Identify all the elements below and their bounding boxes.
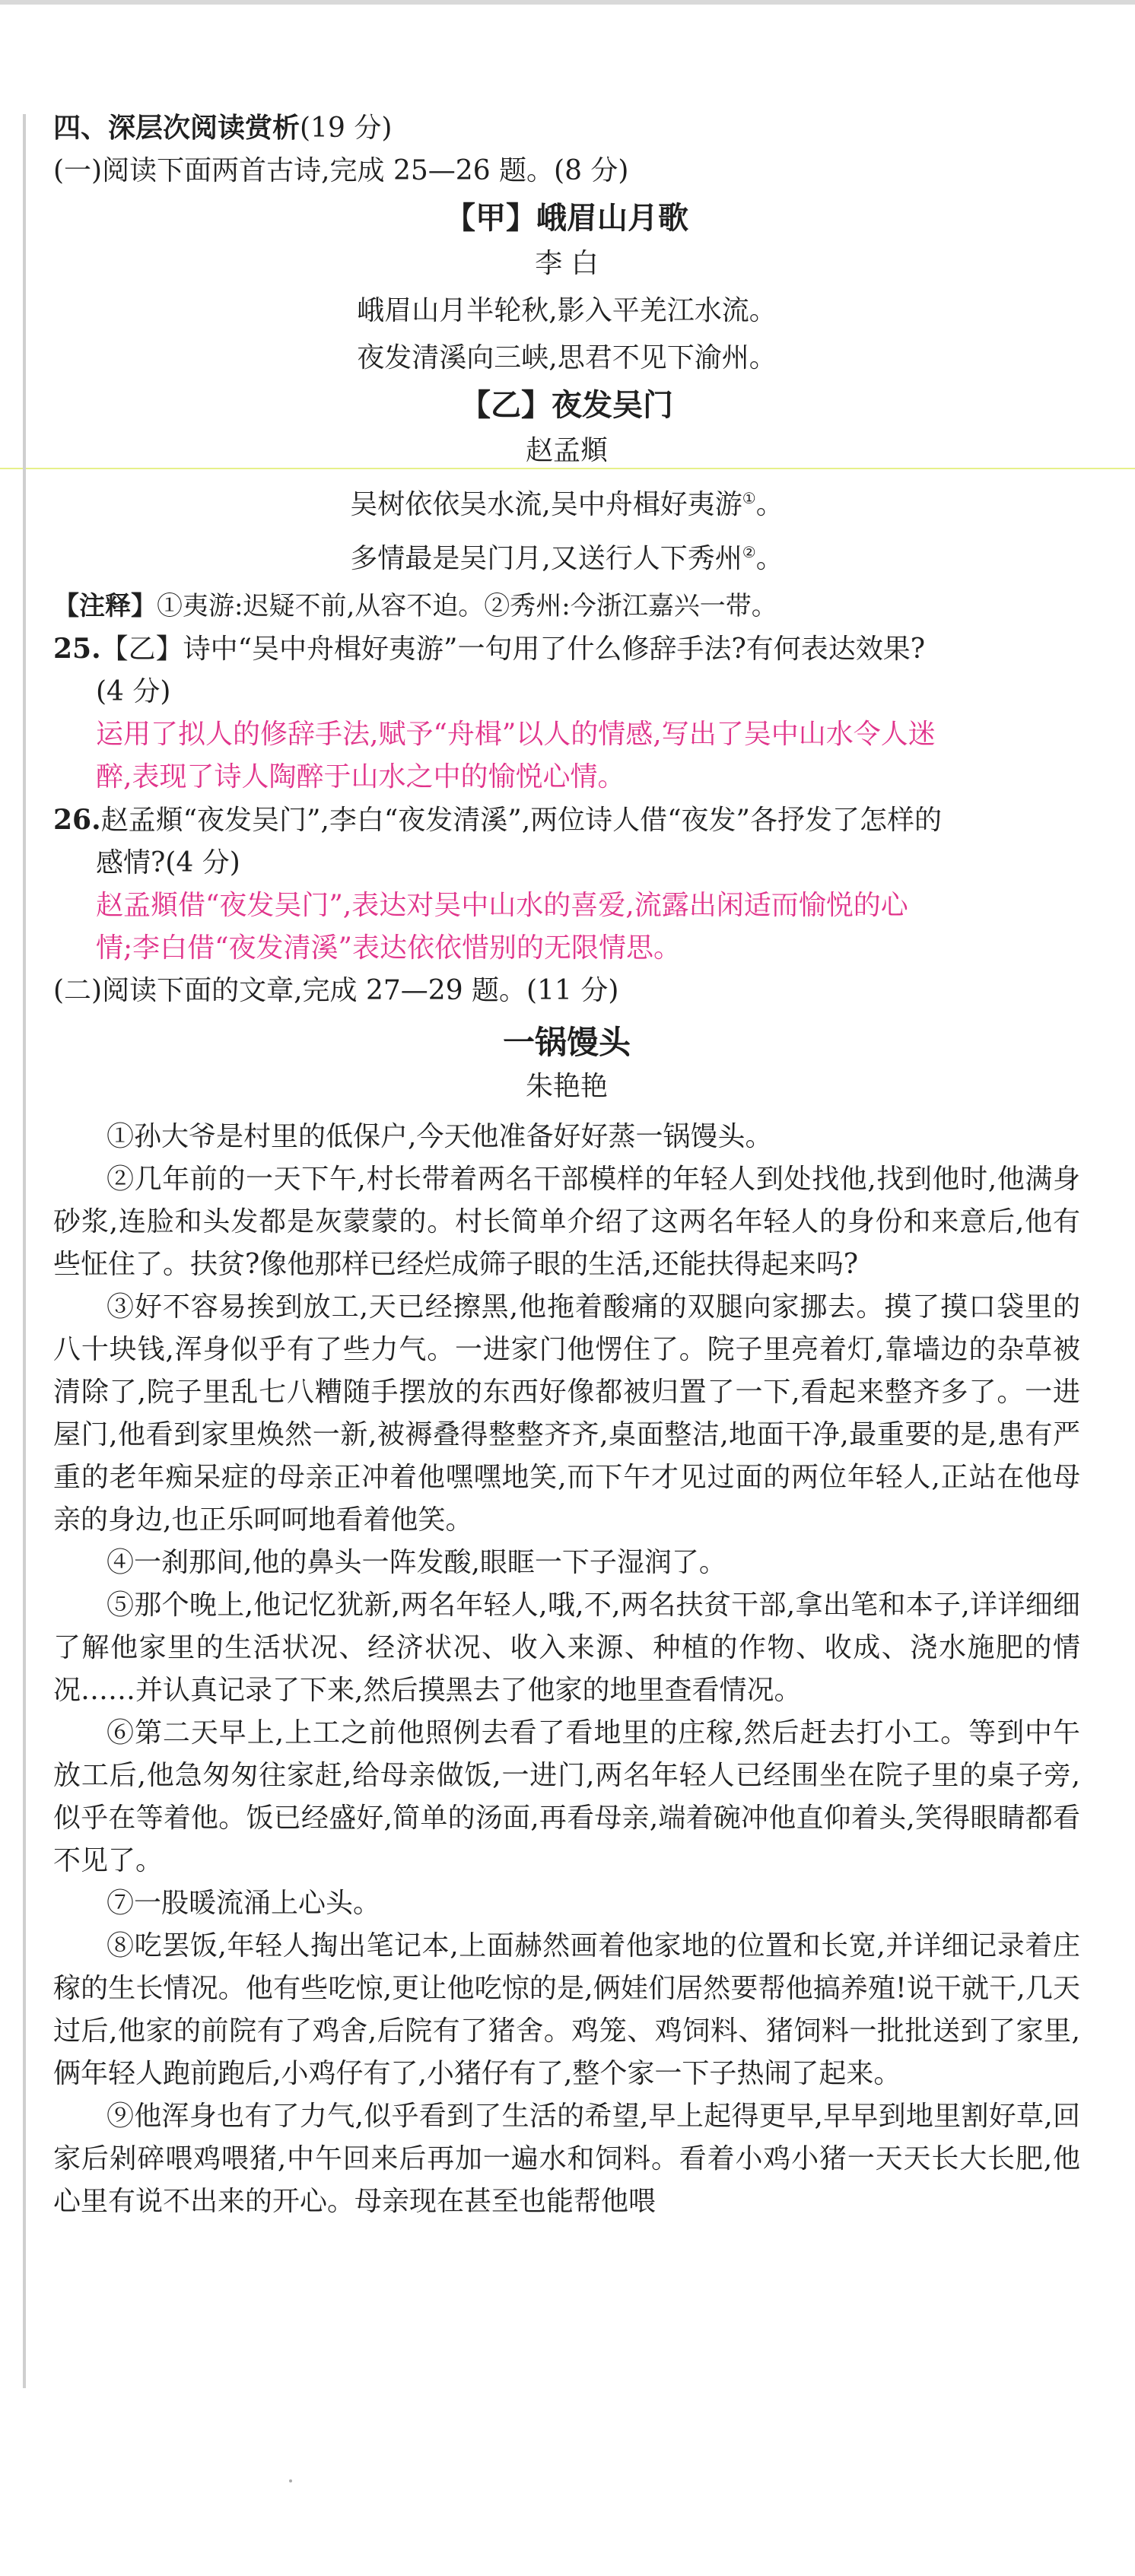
poem-a-line-2: 夜发清溪向三峡,思君不见下渝州。 <box>357 342 777 373</box>
poem-b-line-2 <box>53 531 1080 580</box>
notes-text: ①夷游:迟疑不前,从容不迫。②秀州:今浙江嘉兴一带。 <box>157 591 777 621</box>
part2-intro: (二)阅读下面的文章,完成 27—29 题。(11 分) <box>53 975 619 1006</box>
essay-paragraph: ③好不容易挨到放工,天已经擦黑,他拖着酸痛的双腿向家挪去。摸了摸口袋里的八十块钱,浑身似乎有了些力气。一进家门他愣住了。院子里亮着灯,靠墙边的杂草被清除了,院子里乱七八糟随手摆放的东西好像都被归置了一下,看起来整齐多了。一进屋门,他看到家里焕然一新,被褥叠得整整齐齐,桌面整洁,地面干净,最重要的是,患有严重的老年痴呆症的母亲正冲着他嘿嘿地笑,而下午才见过面的两位年轻人,正站在他母亲的身边,也正乐呵呵地看着他笑。 <box>53 1291 1080 1536</box>
q25-line-1 <box>53 627 1080 671</box>
top-edge <box>0 0 1135 5</box>
q26-line-1 <box>53 799 1080 842</box>
question-25 <box>53 627 1080 799</box>
binding-margin-line <box>23 114 26 2388</box>
essay-paragraph: ⑧吃罢饭,年轻人掏出笔记本,上面赫然画着他家地的位置和长宽,并详细记录着庄稼的生长情况。他有些吃惊,更让他吃惊的是,俩娃们居然要帮他搞养殖!说干就干,几天过后,他家的前院有了鸡舍,后院有了猪舍。鸡笼、鸡饲料、猪饲料一批批送到了家里,俩年轻人跑前跑后,小鸡仔有了,小猪仔有了,整个家一下子热闹了起来。 <box>53 1930 1080 2089</box>
poem-b-line-1 <box>53 477 1080 526</box>
essay-paragraph: ⑤那个晚上,他记忆犹新,两名年轻人,哦,不,两名扶贫干部,拿出笔和本子,详详细细了解他家里的生活状况、经济状况、收入来源、种植的作物、收成、浇水施肥的情况……并认真记录了下来,然后摸黑去了他家的地里查看情况。 <box>53 1590 1080 1706</box>
q25-answer-1: 运用了拟人的修辞手法,赋予“舟楫”以人的情感,写出了吴中山水令人迷 <box>96 719 936 750</box>
worksheet-content <box>53 106 1080 2223</box>
essay-paragraph: ⑨他浑身也有了力气,似乎看到了生活的希望,早上起得更早,早早到地里割好草,回家后剁碎喂鸡喂猪,中午回来后再加一遍水和饲料。看着小鸡小猪一天天长大长肥,他心里有说不出来的开心。母亲现在甚至也能帮他喂 <box>53 2101 1080 2217</box>
section-score: (19 分) <box>300 113 393 144</box>
q25-answer-2: 醉,表现了诗人陶醉于山水之中的愉悦心情。 <box>96 761 625 792</box>
q26-answer-2: 情;李白借“夜发清溪”表达依依惜别的无限情思。 <box>96 932 681 964</box>
footnote-mark-2: ② <box>742 543 756 561</box>
part1-intro: (一)阅读下面两首古诗,完成 25—26 题。(8 分) <box>53 155 629 186</box>
notes-row <box>53 585 1080 627</box>
essay-author: 朱艳艳 <box>525 1071 608 1102</box>
question-26 <box>53 799 1080 970</box>
essay-title: 一锅馒头 <box>502 1024 631 1061</box>
section-heading-row <box>53 106 1080 150</box>
q25-text-1: 【乙】诗中“吴中舟楫好夷游”一句用了什么修辞手法?有何表达效果? <box>100 634 926 665</box>
poem-b-line-1-end: 。 <box>755 489 784 520</box>
essay-paragraph: ⑥第二天早上,上工之前他照例去看了看地里的庄稼,然后赶去打小工。等到中午放工后,他急匆匆往家赶,给母亲做饭,一进门,两名年轻人已经围坐在院子里的桌子旁,似乎在等着他。饭已经盛好,简单的汤面,再看母亲,端着碗冲他直仰着头,笑得眼睛都看不见了。 <box>53 1717 1080 1876</box>
essay-paragraph: ①孙大爷是村里的低保户,今天他准备好好蒸一锅馒头。 <box>107 1121 773 1152</box>
notes-label: 【注释】 <box>53 591 157 621</box>
essay-paragraph: ②几年前的一天下午,村长带着两名干部模样的年轻人到处找他,找到他时,他满身砂浆,连脸和头发都是灰蒙蒙的。村长简单介绍了这两名年轻人的身份和来意后,他有些怔住了。扶贫?像他那样已经烂成筛子眼的生活,还能扶得起来吗? <box>53 1164 1080 1280</box>
q26-text-2: 感情?(4 分) <box>96 847 240 878</box>
poem-a-line-1: 峨眉山月半轮秋,影入平羌江水流。 <box>357 295 777 326</box>
essay <box>53 1021 1080 2223</box>
poem-a-title: 【甲】峨眉山月歌 <box>445 200 688 236</box>
poem-b-author: 赵孟頫 <box>525 435 608 466</box>
essay-paragraph: ⑦一股暖流涌上心头。 <box>107 1888 381 1919</box>
poem-b-line-1-text: 吴树依依吴水流,吴中舟楫好夷游 <box>350 489 742 520</box>
q25-number: 25. <box>53 633 101 665</box>
poem-a-author: 李 白 <box>535 248 599 279</box>
poem-b-title: 【乙】夜发吴门 <box>460 387 673 423</box>
section-heading: 四、深层次阅读赏析 <box>53 112 300 144</box>
scan-speck <box>289 2479 292 2482</box>
poem-b-line-2-text: 多情最是吴门月,又送行人下秀州 <box>350 543 742 574</box>
poem-b <box>53 384 1080 580</box>
q26-text-1: 赵孟頫“夜发吴门”,李白“夜发清溪”,两位诗人借“夜发”各抒发了怎样的 <box>100 805 942 836</box>
q25-text-2: (4 分) <box>96 676 171 707</box>
q26-answer-1: 赵孟頫借“夜发吴门”,表达对吴中山水的喜爱,流露出闲适而愉悦的心 <box>96 890 908 921</box>
footnote-mark-1: ① <box>742 489 756 507</box>
poem-b-line-2-end: 。 <box>755 543 784 574</box>
q26-number: 26. <box>53 804 101 836</box>
essay-paragraph: ④一刹那间,他的鼻头一阵发酸,眼眶一下子湿润了。 <box>107 1547 726 1578</box>
poem-a <box>53 197 1080 380</box>
